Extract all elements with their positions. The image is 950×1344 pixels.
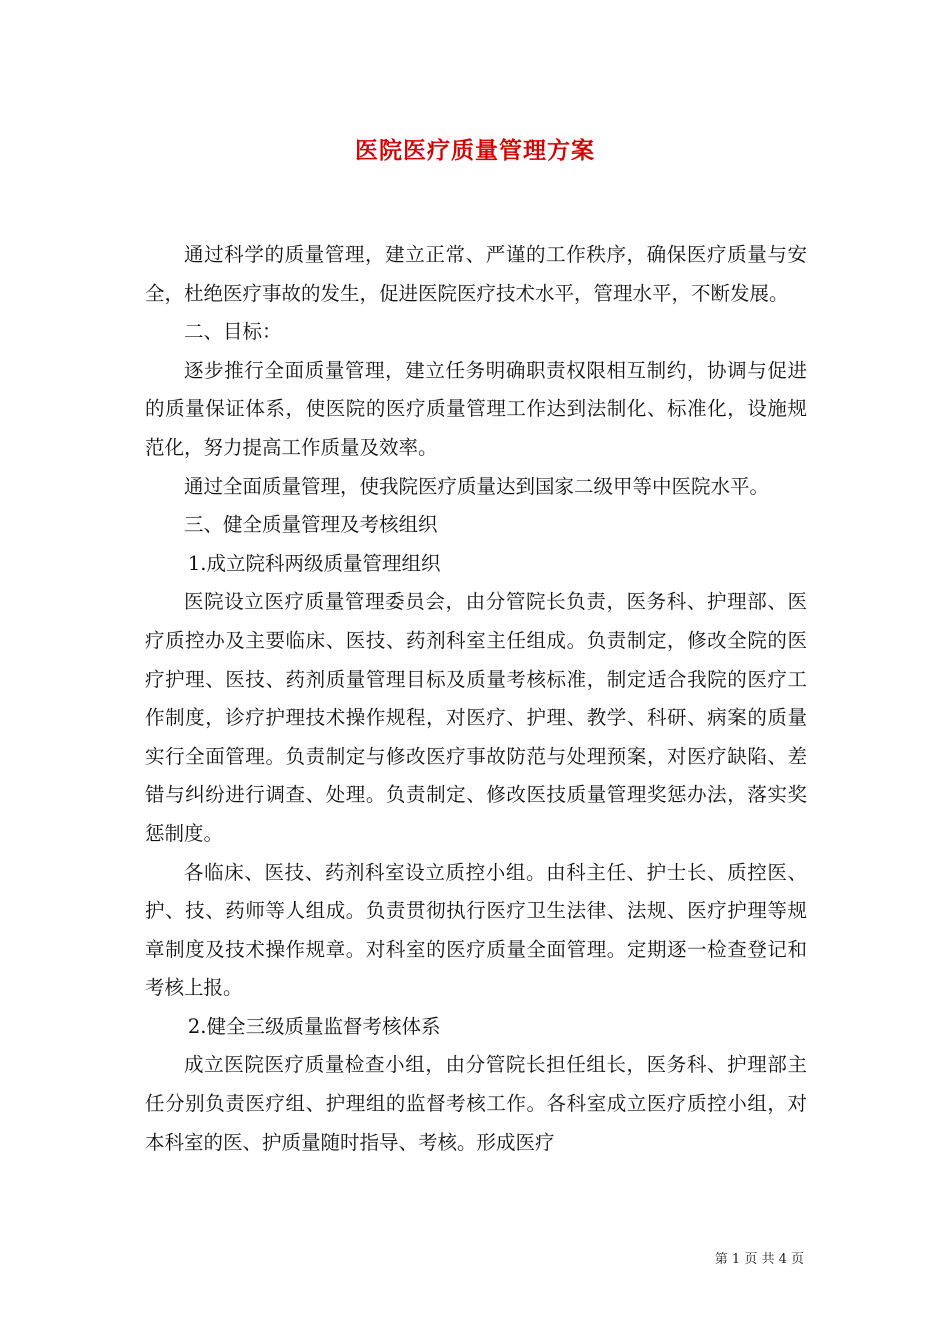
paragraph-target-level: 通过全面质量管理，使我院医疗质量达到国家二级甲等中医院水平。	[184, 474, 770, 498]
page-number: 第 1 页 共 4 页	[714, 1252, 804, 1267]
subheading-two-level: 1.成立院科两级质量管理组织	[187, 551, 441, 575]
paragraph-department-qc: 各临床、医技、药剂科室设立质控小组。由科主任、护士长、质控医、护、技、药师等人组成。负责贯彻执行医疗卫生法律、法规、医疗护理等规章制度及技术操作规章。对科室的医疗质量全面管理。定期逐一检查登记和考核上报。	[145, 860, 807, 1000]
paragraph-inspection-group: 成立医院医疗质量检查小组，由分管院长担任组长，医务科、护理部主任分别负责医疗组、护理组的监督考核工作。各科室成立医疗质控小组，对本科室的医、护质量随时指导、考核。形成医疗	[145, 1053, 807, 1154]
heading-organization: 三、健全质量管理及考核组织	[184, 513, 438, 537]
heading-goals: 二、目标：	[184, 320, 282, 344]
document-body	[145, 236, 807, 1162]
subheading-three-level: 2.健全三级质量监督考核体系	[187, 1014, 441, 1038]
document-title: 医院医疗质量管理方案	[355, 137, 595, 164]
paragraph-goals: 逐步推行全面质量管理，建立任务明确职责权限相互制约，协调与促进的质量保证体系，使医院的医疗质量管理工作达到法制化、标准化，设施规范化，努力提高工作质量及效率。	[145, 358, 807, 459]
paragraph-committee: 医院设立医疗质量管理委员会，由分管院长负责，医务科、护理部、医疗质控办及主要临床、医技、药剂科室主任组成。负责制定，修改全院的医疗护理、医技、药剂质量管理目标及质量考核标准，制定适合我院的医疗工作制度，诊疗护理技术操作规程，对医疗、护理、教学、科研、病案的质量实行全面管理。负责制定与修改医疗事故防范与处理预案，对医疗缺陷、差错与纠纷进行调查、处理。负责制定、修改医技质量管理奖惩办法，落实奖惩制度。	[145, 590, 807, 845]
paragraph-intro: 通过科学的质量管理，建立正常、严谨的工作秩序，确保医疗质量与安全，杜绝医疗事故的发生，促进医院医疗技术水平，管理水平，不断发展。	[145, 243, 807, 305]
